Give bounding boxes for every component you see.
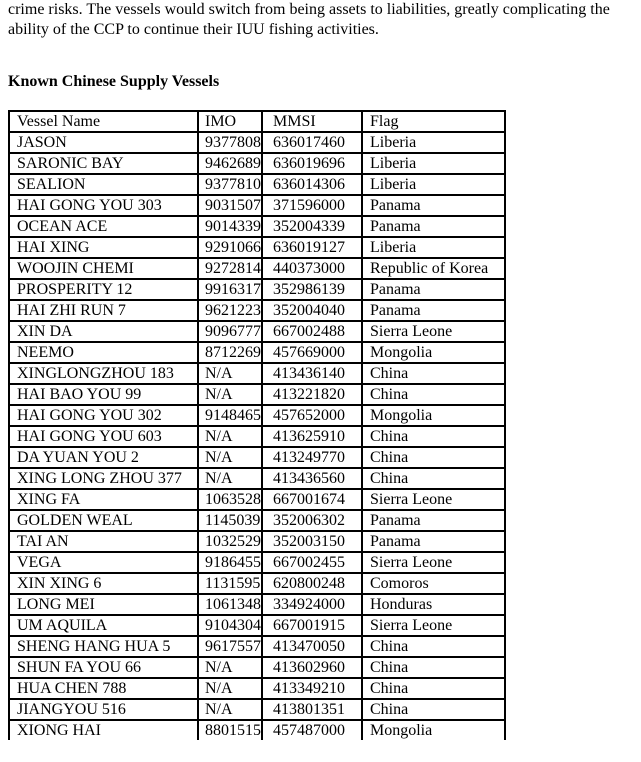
imo-cell: 9031507 xyxy=(198,195,262,216)
header-flag: Flag xyxy=(362,111,505,132)
table-row xyxy=(9,489,505,510)
table-row xyxy=(9,678,505,699)
imo-cell: 9148465 xyxy=(198,405,262,426)
imo-cell: 9291066 xyxy=(198,237,262,258)
flag-cell: Panama xyxy=(362,195,505,216)
vessel-name-cell: SEALION xyxy=(9,174,198,195)
imo-cell: 9377810 xyxy=(198,174,262,195)
flag-cell: Panama xyxy=(362,279,505,300)
flag-cell: Comoros xyxy=(362,573,505,594)
imo-cell: 1145039 xyxy=(198,510,262,531)
vessel-name-cell: HAI GONG YOU 302 xyxy=(9,405,198,426)
vessel-name-cell: XINGLONGZHOU 183 xyxy=(9,363,198,384)
vessel-name-cell: UM AQUILA xyxy=(9,615,198,636)
table-row xyxy=(9,258,505,279)
table-row xyxy=(9,342,505,363)
vessel-name-cell: DA YUAN YOU 2 xyxy=(9,447,198,468)
imo-cell: N/A xyxy=(198,468,262,489)
mmsi-cell: 457487000 xyxy=(262,720,362,740)
table-row xyxy=(9,405,505,426)
table-row xyxy=(9,279,505,300)
vessel-name-cell: HAI GONG YOU 603 xyxy=(9,426,198,447)
imo-cell: N/A xyxy=(198,678,262,699)
imo-cell: 1061348 xyxy=(198,594,262,615)
flag-cell: Sierra Leone xyxy=(362,552,505,573)
vessel-name-cell: JIANGYOU 516 xyxy=(9,699,198,720)
mmsi-cell: 413436140 xyxy=(262,363,362,384)
vessel-name-cell: XIONG HAI xyxy=(9,720,198,740)
mmsi-cell: 352006302 xyxy=(262,510,362,531)
table-row xyxy=(9,237,505,258)
flag-cell: Mongolia xyxy=(362,720,505,740)
mmsi-cell: 667002488 xyxy=(262,321,362,342)
flag-cell: China xyxy=(362,699,505,720)
mmsi-cell: 413602960 xyxy=(262,657,362,678)
table-row xyxy=(9,195,505,216)
mmsi-cell: 636017460 xyxy=(262,132,362,153)
table-row xyxy=(9,510,505,531)
imo-cell: 1131595 xyxy=(198,573,262,594)
vessel-name-cell: XING FA xyxy=(9,489,198,510)
vessel-name-cell: NEEMO xyxy=(9,342,198,363)
mmsi-cell: 667002455 xyxy=(262,552,362,573)
imo-cell: N/A xyxy=(198,384,262,405)
mmsi-cell: 620800248 xyxy=(262,573,362,594)
vessel-name-cell: WOOJIN CHEMI xyxy=(9,258,198,279)
imo-cell: 8712269 xyxy=(198,342,262,363)
mmsi-cell: 413801351 xyxy=(262,699,362,720)
mmsi-cell: 413349210 xyxy=(262,678,362,699)
imo-cell: 9377808 xyxy=(198,132,262,153)
flag-cell: Panama xyxy=(362,216,505,237)
vessel-name-cell: SHUN FA YOU 66 xyxy=(9,657,198,678)
mmsi-cell: 440373000 xyxy=(262,258,362,279)
vessel-name-cell: TAI AN xyxy=(9,531,198,552)
mmsi-cell: 352004040 xyxy=(262,300,362,321)
imo-cell: 9096777 xyxy=(198,321,262,342)
vessel-name-cell: XIN XING 6 xyxy=(9,573,198,594)
imo-cell: 9621223 xyxy=(198,300,262,321)
flag-cell: China xyxy=(362,657,505,678)
header-imo: IMO xyxy=(198,111,262,132)
table-row xyxy=(9,573,505,594)
mmsi-cell: 457669000 xyxy=(262,342,362,363)
flag-cell: Liberia xyxy=(362,174,505,195)
mmsi-cell: 352004339 xyxy=(262,216,362,237)
imo-cell: 9617557 xyxy=(198,636,262,657)
flag-cell: Sierra Leone xyxy=(362,615,505,636)
imo-cell: 9462689 xyxy=(198,153,262,174)
mmsi-cell: 667001674 xyxy=(262,489,362,510)
flag-cell: Liberia xyxy=(362,153,505,174)
flag-cell: China xyxy=(362,384,505,405)
imo-cell: 8801515 xyxy=(198,720,262,740)
table-header-row xyxy=(9,111,505,132)
table-row xyxy=(9,153,505,174)
mmsi-cell: 636014306 xyxy=(262,174,362,195)
vessel-name-cell: JASON xyxy=(9,132,198,153)
mmsi-cell: 352003150 xyxy=(262,531,362,552)
flag-cell: China xyxy=(362,447,505,468)
flag-cell: Republic of Korea xyxy=(362,258,505,279)
flag-cell: Panama xyxy=(362,300,505,321)
vessel-name-cell: OCEAN ACE xyxy=(9,216,198,237)
table-row xyxy=(9,300,505,321)
mmsi-cell: 352986139 xyxy=(262,279,362,300)
imo-cell: 1032529 xyxy=(198,531,262,552)
mmsi-cell: 636019696 xyxy=(262,153,362,174)
table-row xyxy=(9,531,505,552)
mmsi-cell: 413470050 xyxy=(262,636,362,657)
imo-cell: N/A xyxy=(198,447,262,468)
imo-cell: N/A xyxy=(198,363,262,384)
mmsi-cell: 667001915 xyxy=(262,615,362,636)
vessel-name-cell: XIN DA xyxy=(9,321,198,342)
intro-line-2: ability of the CCP to continue their IUU fishing activities. xyxy=(8,21,379,38)
header-mmsi: MMSI xyxy=(262,111,362,132)
imo-cell: N/A xyxy=(198,426,262,447)
table-row xyxy=(9,447,505,468)
vessel-name-cell: HUA CHEN 788 xyxy=(9,678,198,699)
flag-cell: Mongolia xyxy=(362,405,505,426)
table-row xyxy=(9,636,505,657)
mmsi-cell: 636019127 xyxy=(262,237,362,258)
vessel-name-cell: HAI GONG YOU 303 xyxy=(9,195,198,216)
flag-cell: Liberia xyxy=(362,237,505,258)
section-heading: Known Chinese Supply Vessels xyxy=(8,73,220,90)
table-row xyxy=(9,363,505,384)
flag-cell: Honduras xyxy=(362,594,505,615)
table-row xyxy=(9,699,505,720)
document-page xyxy=(8,0,641,739)
imo-cell: 1063528 xyxy=(198,489,262,510)
vessel-table xyxy=(8,110,506,740)
table-row xyxy=(9,468,505,489)
imo-cell: N/A xyxy=(198,657,262,678)
flag-cell: China xyxy=(362,468,505,489)
table-row xyxy=(9,594,505,615)
imo-cell: 9272814 xyxy=(198,258,262,279)
flag-cell: Sierra Leone xyxy=(362,489,505,510)
vessel-name-cell: HAI ZHI RUN 7 xyxy=(9,300,198,321)
mmsi-cell: 413436560 xyxy=(262,468,362,489)
imo-cell: 9014339 xyxy=(198,216,262,237)
flag-cell: Panama xyxy=(362,510,505,531)
flag-cell: Liberia xyxy=(362,132,505,153)
intro-line-1: crime risks. The vessels would switch from being assets to liabilities, greatly complicating the xyxy=(8,1,610,18)
mmsi-cell: 413249770 xyxy=(262,447,362,468)
vessel-name-cell: GOLDEN WEAL xyxy=(9,510,198,531)
vessel-name-cell: HAI BAO YOU 99 xyxy=(9,384,198,405)
vessel-name-cell: XING LONG ZHOU 377 xyxy=(9,468,198,489)
table-row xyxy=(9,426,505,447)
vessel-name-cell: LONG MEI xyxy=(9,594,198,615)
vessel-name-cell: SARONIC BAY xyxy=(9,153,198,174)
table-row xyxy=(9,720,505,740)
table-row xyxy=(9,552,505,573)
table-row xyxy=(9,132,505,153)
flag-cell: China xyxy=(362,363,505,384)
flag-cell: Mongolia xyxy=(362,342,505,363)
mmsi-cell: 413625910 xyxy=(262,426,362,447)
table-row xyxy=(9,615,505,636)
intro-paragraph xyxy=(8,0,641,40)
vessel-name-cell: SHENG HANG HUA 5 xyxy=(9,636,198,657)
imo-cell: N/A xyxy=(198,699,262,720)
table-row xyxy=(9,657,505,678)
table-row xyxy=(9,216,505,237)
flag-cell: China xyxy=(362,636,505,657)
table-row xyxy=(9,321,505,342)
imo-cell: 9186455 xyxy=(198,552,262,573)
flag-cell: Sierra Leone xyxy=(362,321,505,342)
table-viewport xyxy=(8,110,506,740)
header-vessel-name: Vessel Name xyxy=(9,111,198,132)
mmsi-cell: 371596000 xyxy=(262,195,362,216)
vessel-name-cell: VEGA xyxy=(9,552,198,573)
table-row xyxy=(9,174,505,195)
mmsi-cell: 457652000 xyxy=(262,405,362,426)
vessel-name-cell: PROSPERITY 12 xyxy=(9,279,198,300)
flag-cell: Panama xyxy=(362,531,505,552)
table-row xyxy=(9,384,505,405)
mmsi-cell: 413221820 xyxy=(262,384,362,405)
imo-cell: 9916317 xyxy=(198,279,262,300)
vessel-name-cell: HAI XING xyxy=(9,237,198,258)
mmsi-cell: 334924000 xyxy=(262,594,362,615)
imo-cell: 9104304 xyxy=(198,615,262,636)
flag-cell: China xyxy=(362,678,505,699)
flag-cell: China xyxy=(362,426,505,447)
